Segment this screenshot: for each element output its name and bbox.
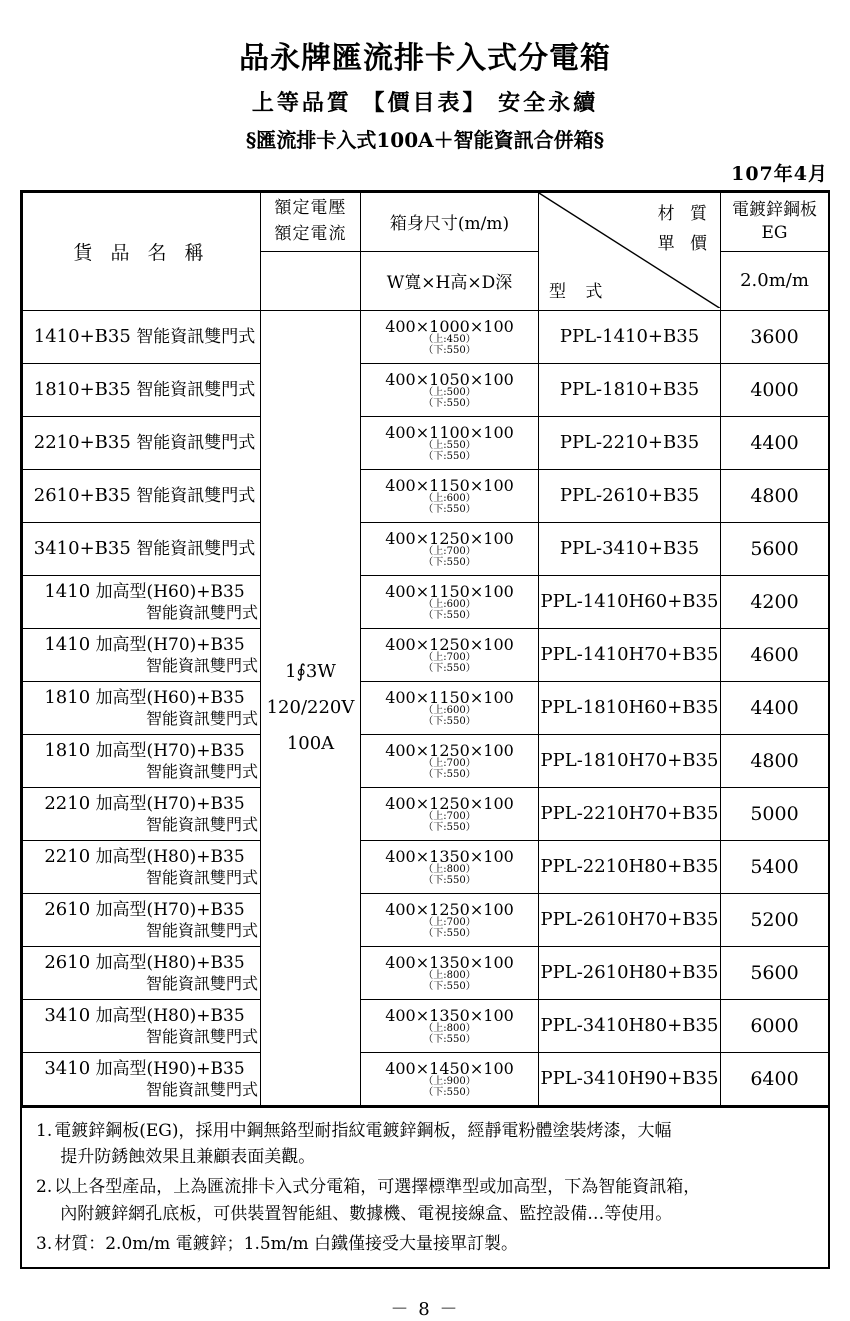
note-line-2: 內附鍍鋅網孔底板，可供裝置智能組、數據機、電視接線盒、監控設備…等使用。	[60, 1203, 673, 1224]
size-main: 400×1250×100	[385, 634, 514, 654]
size-main: 400×1350×100	[385, 846, 514, 866]
table-row[interactable]	[23, 681, 829, 734]
product-desc: 加高型(H70)+B35	[95, 794, 245, 815]
cell-model: PPL-1410H60+B35	[539, 575, 721, 628]
size-main: 400×1150×100	[385, 475, 514, 495]
size-detail-2: （下:550）	[423, 609, 476, 621]
header-type: 型 式	[549, 281, 610, 302]
size-detail-top: 上:700	[433, 917, 466, 929]
size-detail: （上:700）	[423, 811, 476, 823]
size-detail: （上:500）	[423, 387, 476, 399]
size-main: 400×1150×100	[385, 687, 514, 707]
size-detail-2: （下:550）	[423, 1086, 476, 1098]
cell-price: 4000	[721, 363, 829, 416]
cell-product-name	[23, 522, 261, 575]
size-detail-2: （下:550）	[423, 556, 476, 568]
cell-product-name	[23, 628, 261, 681]
header-price-material-line1: 電鍍鋅鋼板	[732, 199, 817, 220]
note-text	[54, 1174, 816, 1227]
cell-product-name	[23, 946, 261, 999]
note-line-1: 電鍍鋅鋼板(EG)，採用中鋼無鉻型耐指紋電鍍鋅鋼板，經靜電粉體塗裝烤漆，大幅	[54, 1120, 672, 1141]
cell-product-name	[23, 363, 261, 416]
product-desc-2: 智能資訊雙門式	[145, 655, 258, 675]
size-detail-bottom: 下:550	[433, 556, 466, 568]
cell-model: PPL-2210H70+B35	[539, 787, 721, 840]
rating-current: 100A	[286, 732, 335, 754]
size-main: 400×1250×100	[385, 528, 514, 548]
size-main: 400×1150×100	[385, 581, 514, 601]
product-desc-2: 智能資訊雙門式	[145, 1026, 258, 1046]
note-line-1: 以上各型產品，上為匯流排卡入式分電箱，可選擇標準型或加高型，下為智能資訊箱，	[54, 1177, 701, 1198]
size-detail-top: 上:600	[433, 493, 466, 505]
table-row[interactable]	[23, 522, 829, 575]
product-desc: 加高型(H80)+B35	[95, 953, 245, 974]
product-code: 2210	[44, 846, 91, 868]
header-unit-price: 單 價	[657, 233, 712, 254]
size-detail: （上:700）	[423, 652, 476, 664]
size-main: 400×1350×100	[385, 952, 514, 972]
cell-price: 4800	[721, 469, 829, 522]
product-desc: 智能資訊雙門式	[136, 379, 256, 400]
size-detail: （上:800）	[423, 1023, 476, 1035]
header-rating	[261, 192, 361, 251]
header-rated-current: 額定電流	[274, 223, 347, 244]
product-desc: 加高型(H60)+B35	[95, 688, 245, 709]
price-table	[22, 192, 829, 1106]
size-detail: （上:700）	[423, 758, 476, 770]
product-code: 1410	[44, 581, 91, 603]
cell-product-name	[23, 310, 261, 363]
size-detail-bottom: 下:550	[433, 821, 466, 833]
size-detail-top: 上:600	[433, 599, 466, 611]
product-code: 2210+B35	[33, 431, 131, 453]
header-product-name: 貨 品 名 稱	[23, 192, 261, 310]
cell-product-name	[23, 575, 261, 628]
cell-price: 5400	[721, 840, 829, 893]
table-row[interactable]	[23, 363, 829, 416]
product-desc-2: 智能資訊雙門式	[145, 602, 258, 622]
cell-model: PPL-3410H90+B35	[539, 1052, 721, 1105]
cell-size	[361, 681, 539, 734]
cell-price: 4400	[721, 416, 829, 469]
header-rating-spacer	[261, 251, 361, 310]
table-row[interactable]	[23, 946, 829, 999]
header-rated-voltage: 額定電壓	[274, 198, 347, 218]
table-row[interactable]	[23, 1052, 829, 1105]
size-detail-bottom: 下:550	[433, 397, 466, 409]
header-size-sub: W寬×H高×D深	[361, 251, 539, 310]
size-detail: （上:700）	[423, 917, 476, 929]
cell-price: 5200	[721, 893, 829, 946]
cell-size	[361, 1052, 539, 1105]
size-detail-top: 上:700	[433, 758, 466, 770]
cell-size	[361, 416, 539, 469]
product-code: 3410	[44, 1058, 91, 1080]
size-detail: （上:550）	[423, 440, 476, 452]
product-code: 1410	[44, 634, 91, 656]
size-main: 400×1450×100	[385, 1058, 514, 1078]
product-desc: 加高型(H70)+B35	[95, 635, 245, 656]
note-line-2: 提升防銹蝕效果且兼顧表面美觀。	[60, 1146, 316, 1167]
table-row[interactable]	[23, 893, 829, 946]
cell-product-name	[23, 840, 261, 893]
header-size-title: 箱身尺寸(m/m)	[361, 192, 539, 251]
cell-model: PPL-1810H70+B35	[539, 734, 721, 787]
product-desc: 加高型(H60)+B35	[95, 582, 245, 603]
size-main: 400×1100×100	[385, 422, 514, 442]
table-row[interactable]	[23, 787, 829, 840]
header-price-material-line2: EG	[761, 222, 788, 243]
table-body	[23, 310, 829, 1105]
size-detail-2: （下:550）	[423, 344, 476, 356]
cell-price: 6400	[721, 1052, 829, 1105]
size-detail-bottom: 下:550	[433, 450, 466, 462]
cell-product-name	[23, 999, 261, 1052]
product-code: 1810	[44, 687, 91, 709]
size-detail-2: （下:550）	[423, 821, 476, 833]
table-row[interactable]	[23, 999, 829, 1052]
price-table-container	[20, 190, 830, 1108]
cell-model: PPL-3410H80+B35	[539, 999, 721, 1052]
cell-price: 4200	[721, 575, 829, 628]
size-detail-2: （下:550）	[423, 397, 476, 409]
size-detail-2: （下:550）	[423, 768, 476, 780]
cell-size	[361, 734, 539, 787]
cell-price: 3600	[721, 310, 829, 363]
cell-size	[361, 522, 539, 575]
size-detail-2: （下:550）	[423, 715, 476, 727]
product-desc-2: 智能資訊雙門式	[145, 814, 258, 834]
cell-model: PPL-2610H80+B35	[539, 946, 721, 999]
cell-product-name	[23, 681, 261, 734]
size-detail-bottom: 下:550	[433, 344, 466, 356]
notes-section	[20, 1108, 830, 1270]
size-detail-bottom: 下:550	[433, 927, 466, 939]
header-price-thickness: 2.0m/m	[721, 251, 829, 310]
product-code: 1810+B35	[33, 378, 131, 400]
product-code: 1410+B35	[33, 325, 131, 347]
size-detail-bottom: 下:550	[433, 1086, 466, 1098]
cell-model: PPL-1810H60+B35	[539, 681, 721, 734]
cell-product-name	[23, 416, 261, 469]
size-detail-2: （下:550）	[423, 980, 476, 992]
cell-size	[361, 999, 539, 1052]
size-detail-bottom: 下:550	[433, 980, 466, 992]
table-row[interactable]	[23, 628, 829, 681]
product-desc-2: 智能資訊雙門式	[145, 761, 258, 781]
size-detail-2: （下:550）	[423, 450, 476, 462]
cell-model: PPL-1410H70+B35	[539, 628, 721, 681]
subtitle: 上等品質 【價目表】 安全永續	[251, 89, 599, 116]
size-detail-top: 上:550	[433, 440, 466, 452]
note-line-1: 材質：2.0m/m 電鍍鋅；1.5m/m 白鐵僅接受大量接單訂製。	[54, 1233, 519, 1254]
table-row[interactable]	[23, 416, 829, 469]
header-material-unit-type	[539, 192, 721, 310]
note-item	[36, 1118, 816, 1171]
cell-model: PPL-2210+B35	[539, 416, 721, 469]
section-title: §匯流排卡入式100A＋智能資訊合併箱§	[245, 127, 605, 152]
size-detail-2: （下:550）	[423, 927, 476, 939]
page-number: － 8 －	[390, 1299, 460, 1321]
table-row[interactable]	[23, 734, 829, 787]
cell-price: 5600	[721, 522, 829, 575]
size-detail: （上:800）	[423, 864, 476, 876]
cell-price: 4800	[721, 734, 829, 787]
size-detail-top: 上:450	[433, 334, 466, 346]
note-number: 1.	[36, 1120, 53, 1141]
size-detail-top: 上:500	[433, 387, 466, 399]
header-material: 材 質	[657, 203, 712, 224]
product-desc: 加高型(H80)+B35	[95, 847, 245, 868]
size-detail: （上:450）	[423, 334, 476, 346]
size-detail-bottom: 下:550	[433, 1033, 466, 1045]
product-code: 2210	[44, 793, 91, 815]
size-detail-top: 上:700	[433, 546, 466, 558]
table-row[interactable]	[23, 575, 829, 628]
cell-product-name	[23, 469, 261, 522]
product-desc: 加高型(H70)+B35	[95, 741, 245, 762]
cell-size	[361, 469, 539, 522]
product-desc-2: 智能資訊雙門式	[145, 1079, 258, 1099]
note-number: 2.	[36, 1177, 53, 1198]
note-number: 3.	[36, 1233, 53, 1254]
cell-model: PPL-2610+B35	[539, 469, 721, 522]
size-detail-top: 上:700	[433, 811, 466, 823]
size-detail-top: 上:800	[433, 1023, 466, 1035]
cell-size	[361, 840, 539, 893]
cell-rating	[261, 310, 361, 1105]
table-row[interactable]	[23, 469, 829, 522]
page-title: 品永牌匯流排卡入式分電箱	[239, 41, 611, 76]
size-detail-bottom: 下:550	[433, 662, 466, 674]
size-main: 400×1250×100	[385, 793, 514, 813]
table-row[interactable]	[23, 310, 829, 363]
cell-price: 5000	[721, 787, 829, 840]
cell-size	[361, 628, 539, 681]
product-code: 3410+B35	[33, 537, 131, 559]
size-main: 400×1350×100	[385, 1005, 514, 1025]
product-desc: 智能資訊雙門式	[136, 326, 256, 347]
cell-price: 5600	[721, 946, 829, 999]
size-detail: （上:600）	[423, 599, 476, 611]
product-desc: 加高型(H70)+B35	[95, 900, 245, 921]
size-main: 400×1000×100	[385, 316, 514, 336]
product-code: 2610	[44, 899, 91, 921]
size-main: 400×1250×100	[385, 899, 514, 919]
size-detail: （上:600）	[423, 705, 476, 717]
cell-size	[361, 310, 539, 363]
cell-size	[361, 575, 539, 628]
cell-model: PPL-1410+B35	[539, 310, 721, 363]
note-text	[54, 1118, 816, 1171]
cell-size	[361, 946, 539, 999]
size-detail-top: 上:800	[433, 864, 466, 876]
cell-size	[361, 893, 539, 946]
note-item	[36, 1174, 816, 1227]
cell-size	[361, 787, 539, 840]
product-desc: 加高型(H80)+B35	[95, 1006, 245, 1027]
product-desc: 加高型(H90)+B35	[95, 1059, 245, 1080]
issue-date: 107年4月	[731, 162, 828, 185]
cell-price: 4600	[721, 628, 829, 681]
product-desc-2: 智能資訊雙門式	[145, 973, 258, 993]
size-detail-2: （下:550）	[423, 662, 476, 674]
note-item	[36, 1231, 816, 1257]
header-price-material	[721, 192, 829, 251]
size-detail-bottom: 下:550	[433, 609, 466, 621]
document-header	[0, 0, 850, 153]
product-desc-2: 智能資訊雙門式	[145, 920, 258, 940]
cell-price: 6000	[721, 999, 829, 1052]
cell-product-name	[23, 787, 261, 840]
cell-product-name	[23, 1052, 261, 1105]
size-detail: （上:600）	[423, 493, 476, 505]
size-detail-bottom: 下:550	[433, 503, 466, 515]
cell-product-name	[23, 893, 261, 946]
cell-model: PPL-2210H80+B35	[539, 840, 721, 893]
product-code: 1810	[44, 740, 91, 762]
product-desc: 智能資訊雙門式	[136, 538, 256, 559]
size-detail-2: （下:550）	[423, 1033, 476, 1045]
product-code: 2610	[44, 952, 91, 974]
cell-product-name	[23, 734, 261, 787]
product-desc-2: 智能資訊雙門式	[145, 708, 258, 728]
product-code: 2610+B35	[33, 484, 131, 506]
product-code: 3410	[44, 1005, 91, 1027]
rating-phase: 1∮3W	[285, 660, 336, 682]
size-detail-top: 上:700	[433, 652, 466, 664]
product-desc: 智能資訊雙門式	[136, 485, 256, 506]
cell-price: 4400	[721, 681, 829, 734]
size-detail-top: 上:600	[433, 705, 466, 717]
size-main: 400×1250×100	[385, 740, 514, 760]
note-text	[54, 1231, 816, 1257]
cell-model: PPL-1810+B35	[539, 363, 721, 416]
table-header	[23, 192, 829, 310]
cell-model: PPL-3410+B35	[539, 522, 721, 575]
cell-model: PPL-2610H70+B35	[539, 893, 721, 946]
size-detail-2: （下:550）	[423, 874, 476, 886]
size-detail-bottom: 下:550	[433, 768, 466, 780]
rating-voltage: 120/220V	[266, 696, 355, 718]
size-detail: （上:700）	[423, 546, 476, 558]
size-detail-bottom: 下:550	[433, 715, 466, 727]
size-detail-top: 上:800	[433, 970, 466, 982]
size-detail-bottom: 下:550	[433, 874, 466, 886]
size-detail: （上:900）	[423, 1076, 476, 1088]
product-desc: 智能資訊雙門式	[136, 432, 256, 453]
size-detail-top: 上:900	[433, 1076, 466, 1088]
size-main: 400×1050×100	[385, 369, 514, 389]
size-detail: （上:800）	[423, 970, 476, 982]
table-row[interactable]	[23, 840, 829, 893]
size-detail-2: （下:550）	[423, 503, 476, 515]
product-desc-2: 智能資訊雙門式	[145, 867, 258, 887]
cell-size	[361, 363, 539, 416]
